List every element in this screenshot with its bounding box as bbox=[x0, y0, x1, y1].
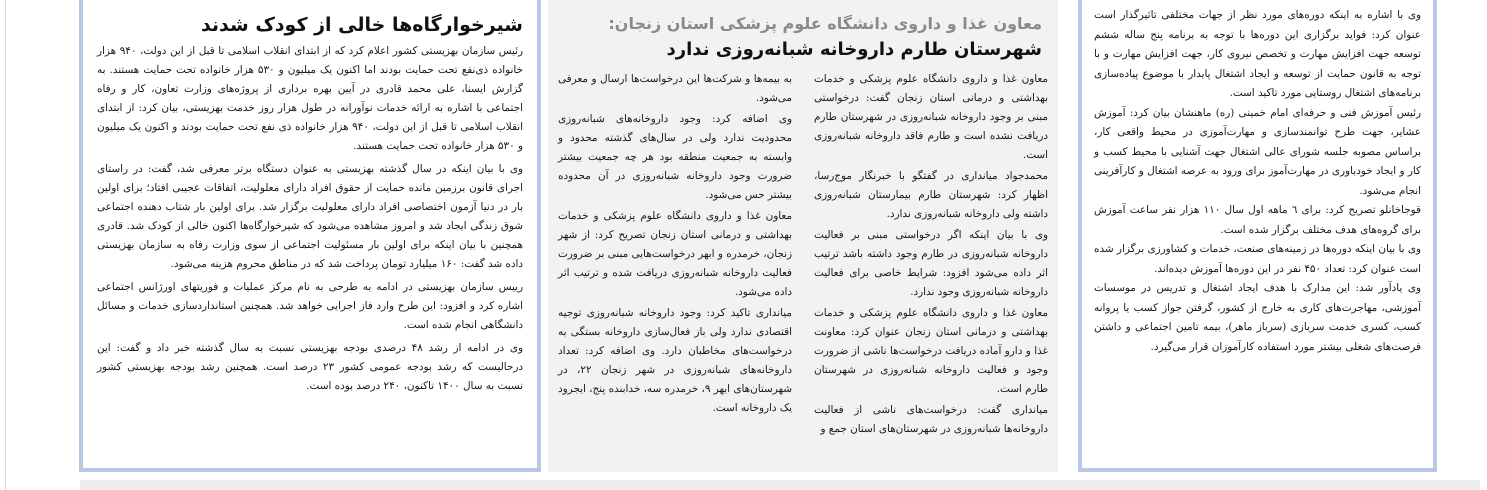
middle-article-paragraph: میانداری تاکید کرد: وجود داروخانه شبانه‌روزی توجیه اقتصادی ندارد ولی باز فعال‌سازی داروخانه بستگی به درخواست‌های مخاطبان دارد. وی اضافه کرد: تعداد داروخانه‌های شبانه‌روزی در شهر زنجان ۲۲، در شهرستان‌های ابهر ۹، خرمدره سه، خدابنده پنج، ایجرود یک داروخانه است. bbox=[558, 307, 792, 414]
middle-article-paragraph: به بیمه‌ها و شرکت‌ها این درخواست‌ها ارسال و معرفی می‌شود. bbox=[558, 73, 792, 104]
middle-article-paragraph: معاون غذا و داروی دانشگاه علوم پزشکی و خدمات بهداشتی و درمانی استان زنجان گفت: درخواستی مبنی بر وجود داروخانه شبانه‌روزی در شهرستان طارم دریافت نشده است و طارم فاقد داروخانه شبانه‌روزی است. bbox=[814, 73, 1048, 161]
middle-article-column-2 bbox=[558, 70, 792, 441]
right-article bbox=[1078, 0, 1437, 472]
middle-article-paragraph: وی اضافه کرد: وجود داروخانه‌های شبانه‌روزی محدودیت ندارد ولی در سال‌های گذشته محدود و وابسته به جمعیت منطقه بود هر چه جمعیت بیشتر ضرورت وجود داروخانه شبانه‌روزی در آن محدوده بیشتر حس می‌شود. bbox=[558, 113, 792, 201]
left-article bbox=[79, 0, 541, 472]
left-article-paragraph: رییس سازمان بهزیستی در ادامه به طرحی به نام مرکز عملیات و فوریتهای اورژانس اجتماعی اشاره کرد و افزود: این طرح وارد فاز اجرایی خواهد شد. همچنین استانداردسازی خدمات و مسائل دانشگاهی انجام شده است. bbox=[97, 281, 523, 331]
middle-article-paragraph: میانداری گفت: درخواست‌های ناشی از فعالیت داروخانه‌ها شبانه‌روزی در شهرستان‌های استان جمع و bbox=[814, 404, 1048, 435]
left-article-paragraph: وی در ادامه از رشد ۴۸ درصدی بودجه بهزیستی نسبت به سال گذشته خبر داد و گفت: این درحالیست که رشد بودجه عمومی کشور ۲۳ درصد است. همچنین رشد بودجه بهزیستی کشور نسبت به سال ۱۴۰۰ تاکنون، ۲۴۰ درصد بوده است. bbox=[97, 342, 523, 392]
left-article-paragraph: رئیس سازمان بهزیستی کشور اعلام کرد که از ابتدای انقلاب اسلامی تا قبل از این دولت، ۹۴۰ هزار خانواده ذی‌نفع تحت حمایت بودند اما اکنون یک میلیون و ۵۳۰ هزار خانواده تحت حمایت هستند. به گزارش ایسنا، علی محمد قادری در آیین بهره برداری از پروژه‌های وزارت تعاون، کار و رفاه اجتماعی با اشاره به ارائه خدمات نوآورانه در طول هزار روز خدمت بهزیستی، بیان کرد: از ابتدای انقلاب اسلامی تا قبل از این دولت، ۹۴۰ هزار خانواده ذی نفع تحت حمایت بودند و اکنون یک میلیون و ۵۳۰ هزار خانواده تحت حمایت هستند. bbox=[97, 45, 524, 152]
middle-article-paragraph: وی با بیان اینکه اگر درخواستی مبنی بر فعالیت داروخانه شبانه‌روزی در طارم وجود داشته باشد ترتیب اثر داده می‌شود افزود: شرایط خاصی برای فعالیت داروخانه شبانه‌روزی وجود ندارد. bbox=[814, 229, 1048, 298]
middle-article-title: شهرستان طارم داروخانه شبانه‌روزی ندارد bbox=[666, 39, 1042, 60]
middle-article-supertitle: معاون غذا و داروی دانشگاه علوم پزشکی استان زنجان: bbox=[608, 14, 1042, 33]
page-edge-line bbox=[5, 0, 6, 490]
right-article-paragraph: وی با بیان اینکه دوره‌ها در زمینه‌های صنعت، خدمات و کشاورزی برگزار شده است عنوان کرد: تعداد ۴۵۰ نفر در این دوره‌ها آموزش دیده‌اند. bbox=[1094, 243, 1421, 275]
bottom-strip bbox=[80, 480, 1480, 490]
right-article-paragraph: وی یادآور شد: این مدارک با هدف ایجاد اشتغال و تدریس در موسسات آموزشی، مهاجرت‌های کاری به خارج از کشور، گرفتن جواز کسب یا پروانه کسب، کسری خدمت سربازی (سرباز ماهر)، بیمه تامین اجتماعی و داشتن فرصت‌های شغلی بیشتر مورد استفاده کارآموزان قرار می‌گیرد. bbox=[1094, 282, 1421, 353]
middle-article-columns bbox=[558, 70, 1048, 441]
right-article-paragraph: رئیس آموزش فنی و حرفه‌ای امام خمینی (ره) ماهنشان بیان کرد: آموزش عشایر، جهت طرح توانمندسازی و مهارت‌آموزی در محیط واقعی کار، براساس مصوبه جلسه شورای عالی اشتغال جهت آشنایی با محیط کسب و کار و ایجاد خودباوری در مهارت‌آموز برای ورود به عرصه اشتغال و کارآفرینی انجام می‌شود. bbox=[1094, 106, 1421, 197]
right-article-paragraph: قوجاخانلو تصریح کرد: برای ٦ ماهه اول سال ۱۱۰ هزار نفر ساعت آموزش برای گروه‌های هدف مختلف برگزار شده است. bbox=[1094, 204, 1421, 236]
left-article-paragraph: وی با بیان اینکه در سال گذشته بهزیستی به عنوان دستگاه برتر معرفی شد، گفت: در راستای اجرای قانون برزمین مانده حمایت از حقوق افراد دارای معلولیت، اتفاقات عجیبی افتاد؛ برای اولین بار در دنیا آزمون اختصاصی افراد دارای معلولیت برگزار شد. برای اولین بار شتاب دهنده اجتماعی شوق زندگی ایجاد شد و امروز مشاهده می‌شود که شیرخوارگاه‌ها اکنون خالی از کودک شد. قادری همچنین با بیان اینکه برای اولین بار مسئولیت اجتماعی از سوی وزارت رفاه به سازمان بهزیستی داده شد گفت: ۱۶۰ میلیارد تومان پرداخت شد که در مناطق محروم هزینه می‌شود. bbox=[97, 163, 523, 270]
middle-article bbox=[548, 0, 1058, 472]
right-article-paragraph: وی با اشاره به اینکه دوره‌های مورد نظر از جهات مختلفی تاثیرگذار است عنوان کرد: فواید برگزاری این دوره‌ها با توجه به برنامه پنج ساله ششم توسعه جهت افزایش مهارت و تخصص نیروی کار، جهت افزایش مهارت و با توجه به قانون حمایت از توسعه و ایجاد اشتغال پایدار با موضوع پیاده‌سازی برنامه‌های اشتغال روستایی مورد تاکید است. bbox=[1094, 9, 1421, 99]
middle-article-paragraph: معاون غذا و داروی دانشگاه علوم پزشکی و خدمات بهداشتی و درمانی استان زنجان تصریح کرد: از شهر زنجان، خرمدره و ابهر درخواست‌هایی مبنی بر ضرورت فعالیت داروخانه شبانه‌روزی دریافت شده و ترتیب اثر داده می‌شود. bbox=[558, 210, 792, 298]
middle-article-paragraph: محمدجواد میانداری در گفتگو با خبرنگار موج‌رسا، اظهار کرد: شهرستان طارم بیمارستان شبانه‌روزی داشته ولی داروخانه شبانه‌روزی ندارد. bbox=[814, 170, 1048, 220]
left-article-title: شیرخوارگاه‌ها خالی از کودک شدند bbox=[200, 14, 523, 36]
middle-article-paragraph: معاون غذا و داروی دانشگاه علوم پزشکی و خدمات بهداشتی و درمانی استان زنجان عنوان کرد: معاونت غذا و دارو آماده دریافت درخواست‌ها ناشی از ضرورت وجود و فعالیت داروخانه شبانه‌روزی در شهرستان طارم است. bbox=[814, 307, 1048, 395]
middle-article-column-1 bbox=[814, 70, 1048, 441]
